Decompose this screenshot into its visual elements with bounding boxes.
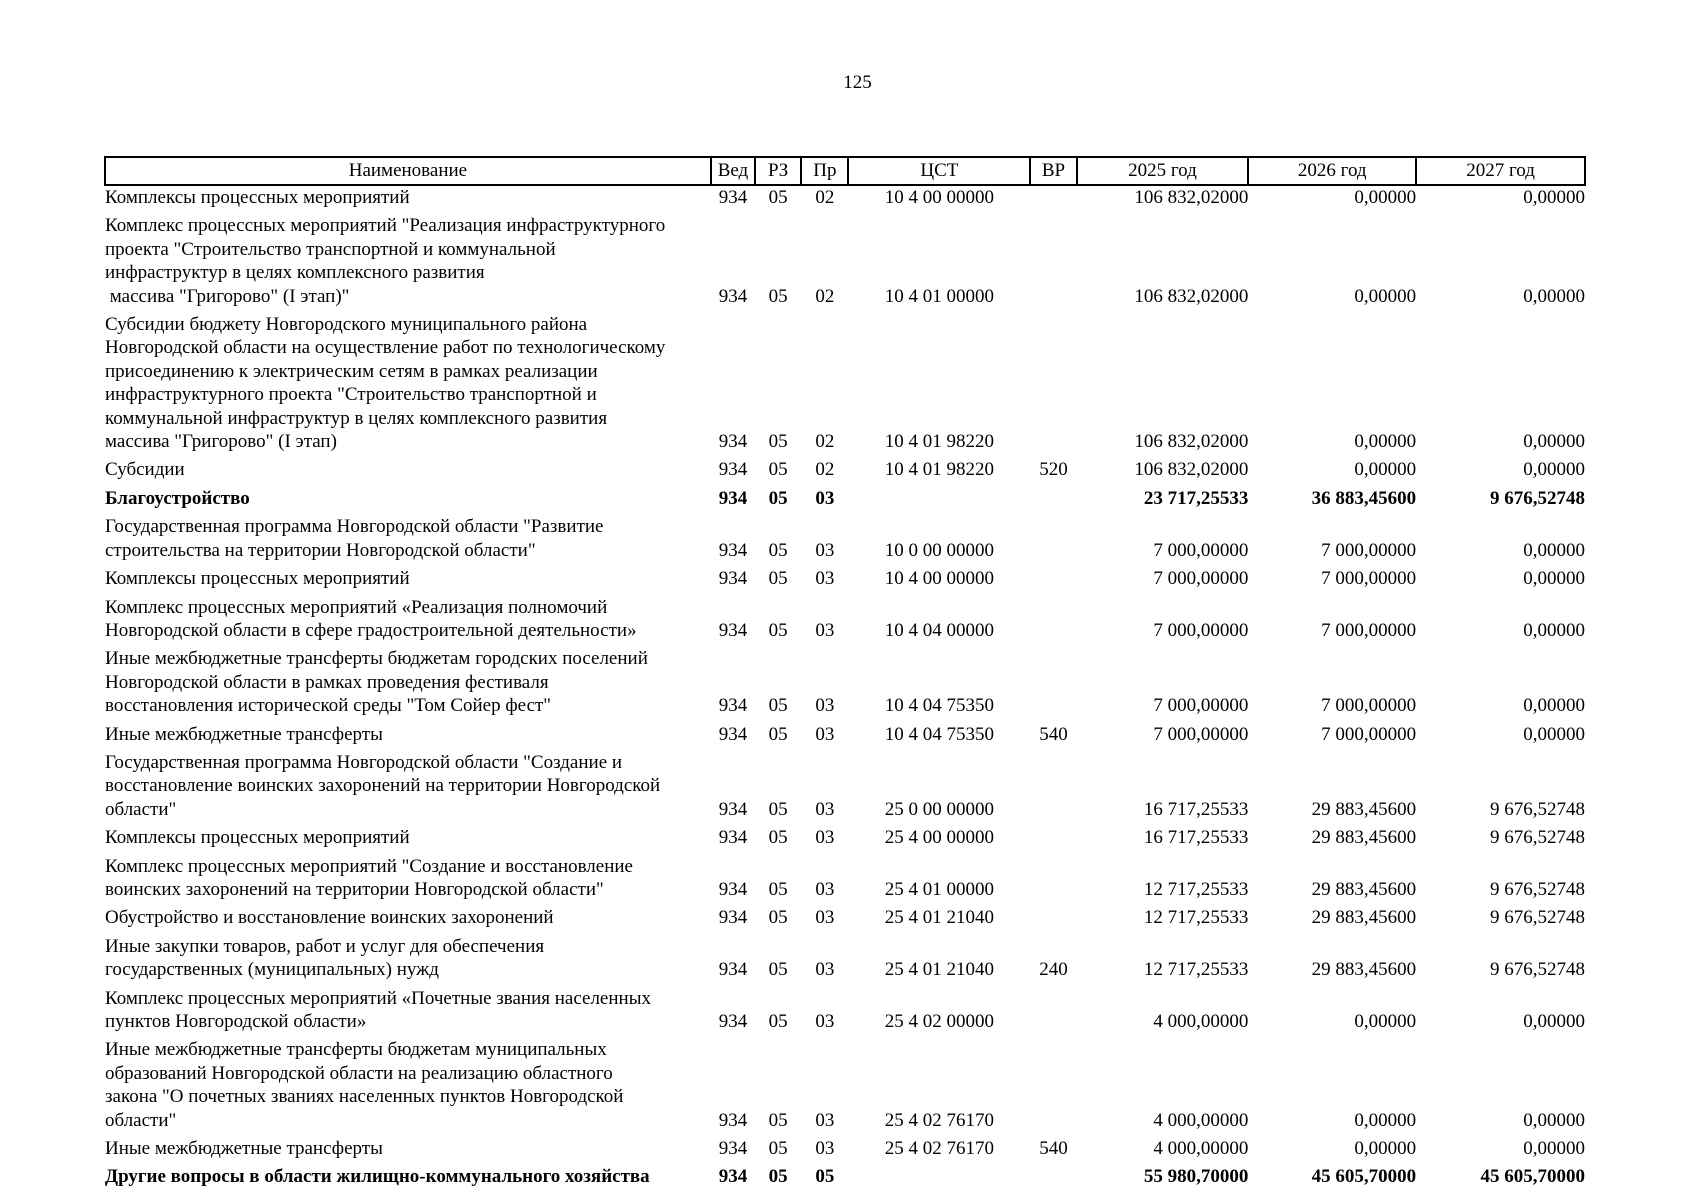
cell-2026: 0,00000	[1354, 285, 1417, 307]
cell-name	[105, 209, 711, 308]
cell-2026: 29 883,45600	[1311, 907, 1417, 929]
table-row	[105, 1033, 1585, 1132]
cell-name-line: Иные межбюджетные трансферты бюджетам муниципальных	[105, 1039, 607, 1061]
cell-name-line: Иные закупки товаров, работ и услуг для обеспечения	[105, 935, 545, 957]
cell-ved: 934	[718, 539, 748, 561]
cell-name-line: восстановление воинских захоронений на территории Новгородской	[105, 775, 661, 797]
cell-ved: 934	[718, 487, 748, 509]
header-2026: 2026 год	[1248, 157, 1416, 185]
cell-cst: 25 4 01 21040	[884, 907, 995, 929]
cell-cst: 10 4 04 75350	[884, 695, 995, 717]
cell-name-line: Комплекс процессных мероприятий «Почетные звания населенных	[105, 987, 651, 1009]
header-rz: РЗ	[755, 157, 801, 185]
cell-vr	[1030, 901, 1076, 929]
cell-name	[105, 821, 711, 849]
cell-vr	[1030, 850, 1076, 902]
cell-name	[105, 1132, 711, 1160]
cell-pr: 02	[815, 431, 835, 453]
cell-vr: 540	[1039, 723, 1068, 745]
table-row	[105, 718, 1585, 746]
cell-2027: 0,00000	[1523, 568, 1585, 590]
cell-2025: 7 000,00000	[1153, 619, 1249, 641]
cell-cst: 10 4 01 98220	[884, 431, 995, 453]
header-ved: Вед	[711, 157, 755, 185]
cell-cst: 25 4 02 76170	[884, 1109, 995, 1131]
cell-pr: 02	[815, 285, 835, 307]
cell-2027: 9 676,52748	[1490, 487, 1585, 509]
cell-2026: 29 883,45600	[1311, 798, 1417, 820]
cell-name	[105, 1160, 711, 1188]
cell-vr: 540	[1039, 1138, 1068, 1160]
cell-2026: 0,00000	[1354, 1138, 1417, 1160]
cell-2026: 29 883,45600	[1311, 959, 1417, 981]
cell-2027: 0,00000	[1523, 459, 1585, 481]
cell-2027: 45 605,70000	[1480, 1166, 1585, 1188]
cell-name	[105, 185, 711, 209]
cell-2027: 0,00000	[1523, 285, 1585, 307]
cell-2025: 4 000,00000	[1153, 1011, 1249, 1032]
cell-2026: 7 000,00000	[1321, 695, 1417, 717]
cell-2026: 7 000,00000	[1321, 568, 1417, 590]
cell-rz: 05	[768, 1109, 788, 1131]
cell-name-line: Обустройство и восстановление воинских захоронений	[105, 907, 554, 929]
cell-2027: 0,00000	[1523, 431, 1585, 453]
cell-pr: 02	[815, 459, 835, 481]
cell-2025: 4 000,00000	[1153, 1138, 1249, 1160]
cell-cst: 10 4 01 98220	[884, 459, 995, 481]
cell-2027: 0,00000	[1523, 1011, 1585, 1032]
cell-name-line: Комплекс процессных мероприятий "Реализация инфраструктурного	[105, 215, 666, 237]
cell-ved: 934	[718, 695, 748, 717]
cell-name	[105, 901, 711, 929]
cell-name-line: области"	[105, 1109, 177, 1131]
cell-cst	[848, 1160, 1030, 1188]
cell-2026: 29 883,45600	[1311, 827, 1417, 849]
cell-vr	[1030, 821, 1076, 849]
cell-name-line: образований Новгородской области на реализацию областного	[105, 1062, 613, 1084]
cell-name-line: Комплексы процессных мероприятий	[105, 827, 410, 849]
cell-name	[105, 642, 711, 717]
cell-vr	[1030, 982, 1076, 1034]
cell-rz: 05	[768, 1138, 788, 1160]
table-row	[105, 821, 1585, 849]
table-row	[105, 482, 1585, 510]
cell-name-line: восстановления исторической среды "Том Сойер фест"	[105, 695, 552, 717]
cell-cst: 25 0 00 00000	[884, 798, 995, 820]
cell-2025: 106 832,02000	[1134, 459, 1249, 481]
cell-rz: 05	[768, 723, 788, 745]
cell-pr: 03	[815, 568, 835, 590]
cell-2025: 12 717,25533	[1143, 878, 1249, 900]
cell-2025: 7 000,00000	[1153, 568, 1249, 590]
cell-vr	[1030, 482, 1076, 510]
cell-name	[105, 982, 711, 1034]
cell-name-line: Иные межбюджетные трансферты	[105, 723, 383, 745]
cell-name-line: присоединению к электрическим сетям в рамках реализации	[105, 360, 598, 382]
header-cst: ЦСТ	[848, 157, 1030, 185]
cell-name-line: Благоустройство	[105, 487, 250, 509]
cell-cst: 10 4 04 00000	[884, 619, 995, 641]
cell-2026: 0,00000	[1354, 431, 1417, 453]
cell-2026: 7 000,00000	[1321, 723, 1417, 745]
cell-pr: 03	[815, 723, 835, 745]
cell-ved: 934	[718, 285, 748, 307]
cell-vr	[1030, 562, 1076, 590]
cell-name-line: воинских захоронений на территории Новгородской области"	[105, 878, 604, 900]
cell-2027: 9 676,52748	[1490, 959, 1585, 981]
cell-rz: 05	[768, 695, 788, 717]
cell-name	[105, 1033, 711, 1132]
cell-cst: 25 4 01 21040	[884, 959, 995, 981]
cell-name	[105, 482, 711, 510]
table-row	[105, 901, 1585, 929]
cell-cst: 10 4 00 00000	[884, 568, 995, 590]
cell-name-line: строительства на территории Новгородской области"	[105, 539, 536, 561]
cell-pr: 03	[815, 798, 835, 820]
cell-2026: 45 605,70000	[1311, 1166, 1417, 1188]
cell-cst: 25 4 02 76170	[884, 1138, 995, 1160]
cell-rz: 05	[768, 907, 788, 929]
cell-name-line: Новгородской области в сфере градостроительной деятельности»	[105, 619, 637, 641]
cell-cst: 10 4 04 75350	[884, 723, 995, 745]
cell-rz: 05	[768, 431, 788, 453]
cell-2025: 106 832,02000	[1134, 187, 1249, 208]
cell-cst: 25 4 01 00000	[884, 878, 995, 900]
budget-table	[104, 156, 1586, 1189]
cell-ved: 934	[718, 568, 748, 590]
cell-2027: 0,00000	[1523, 723, 1585, 745]
table-row	[105, 930, 1585, 982]
cell-rz: 05	[768, 285, 788, 307]
cell-cst: 10 4 00 00000	[884, 187, 995, 208]
cell-rz: 05	[768, 1011, 788, 1032]
cell-pr: 03	[815, 695, 835, 717]
cell-ved: 934	[718, 723, 748, 745]
cell-pr: 05	[815, 1166, 835, 1188]
cell-name-line: Государственная программа Новгородской области "Развитие	[105, 516, 604, 538]
cell-vr: 240	[1039, 959, 1068, 981]
cell-name	[105, 453, 711, 481]
table-row	[105, 1132, 1585, 1160]
cell-2027: 9 676,52748	[1490, 827, 1585, 849]
cell-vr	[1030, 185, 1076, 209]
cell-name-line: Комплекс процессных мероприятий «Реализация полномочий	[105, 596, 608, 618]
table-row	[105, 982, 1585, 1034]
cell-name	[105, 591, 711, 643]
cell-ved: 934	[718, 827, 748, 849]
cell-2025: 16 717,25533	[1143, 798, 1249, 820]
cell-2027: 0,00000	[1523, 1109, 1585, 1131]
cell-cst	[848, 482, 1030, 510]
table-body	[105, 185, 1585, 1189]
cell-name-line: Другие вопросы в области жилищно-коммунального хозяйства	[105, 1166, 650, 1188]
cell-name-line: инфраструктур в целях комплексного развития	[105, 262, 485, 284]
cell-2026: 0,00000	[1354, 459, 1417, 481]
cell-2025: 106 832,02000	[1134, 431, 1249, 453]
cell-name-line: Комплекс процессных мероприятий "Создание и восстановление	[105, 855, 633, 877]
cell-rz: 05	[768, 827, 788, 849]
cell-2025: 7 000,00000	[1153, 695, 1249, 717]
cell-name-line: проекта "Строительство транспортной и коммунальной	[105, 238, 556, 260]
cell-rz: 05	[768, 959, 788, 981]
cell-2027: 9 676,52748	[1490, 907, 1585, 929]
cell-2026: 0,00000	[1354, 187, 1417, 208]
cell-name-line: Комплексы процессных мероприятий	[105, 187, 410, 208]
cell-2025: 12 717,25533	[1143, 959, 1249, 981]
cell-2025: 106 832,02000	[1134, 285, 1249, 307]
cell-2027: 9 676,52748	[1490, 798, 1585, 820]
cell-vr	[1030, 746, 1076, 821]
cell-ved: 934	[718, 1166, 748, 1188]
cell-name-line: Иные межбюджетные трансферты бюджетам городских поселений	[105, 648, 648, 670]
cell-name-line: массива "Григорово" (I этап)"	[105, 285, 350, 307]
cell-cst: 10 4 01 00000	[884, 285, 995, 307]
table-row	[105, 209, 1585, 308]
cell-cst: 25 4 02 00000	[884, 1011, 995, 1032]
cell-vr	[1030, 591, 1076, 643]
table-row	[105, 185, 1585, 209]
cell-2025: 4 000,00000	[1153, 1109, 1249, 1131]
cell-pr: 03	[815, 878, 835, 900]
cell-ved: 934	[718, 187, 748, 208]
table-row	[105, 746, 1585, 821]
cell-name	[105, 718, 711, 746]
cell-cst: 25 4 00 00000	[884, 827, 995, 849]
cell-name-line: инфраструктурного проекта "Строительство транспортной и	[105, 384, 597, 406]
cell-ved: 934	[718, 878, 748, 900]
cell-2026: 36 883,45600	[1311, 487, 1417, 509]
table-row	[105, 850, 1585, 902]
cell-2027: 9 676,52748	[1490, 878, 1585, 900]
cell-2026: 7 000,00000	[1321, 619, 1417, 641]
cell-name-line: государственных (муниципальных) нужд	[105, 959, 439, 981]
cell-rz: 05	[768, 487, 788, 509]
header-pr: Пр	[801, 157, 848, 185]
cell-ved: 934	[718, 1109, 748, 1131]
cell-ved: 934	[718, 459, 748, 481]
cell-name-line: коммунальной инфраструктур в целях комплексного развития	[105, 407, 608, 429]
cell-pr: 03	[815, 1011, 835, 1032]
table-header-row	[105, 157, 1585, 185]
cell-vr	[1030, 1033, 1076, 1132]
cell-2027: 0,00000	[1523, 619, 1585, 641]
cell-name-line: Иные межбюджетные трансферты	[105, 1138, 383, 1160]
cell-name	[105, 308, 711, 453]
table-row	[105, 591, 1585, 643]
cell-2027: 0,00000	[1523, 539, 1585, 561]
cell-name-line: закона "О почетных званиях населенных пунктов Новгородской	[105, 1086, 624, 1108]
cell-name-line: Субсидии бюджету Новгородского муниципального района	[105, 314, 588, 336]
cell-2027: 0,00000	[1523, 695, 1585, 717]
table-row	[105, 642, 1585, 717]
table-row	[105, 453, 1585, 481]
cell-pr: 03	[815, 1138, 835, 1160]
table-row	[105, 510, 1585, 562]
cell-rz: 05	[768, 1166, 788, 1188]
cell-name-line: Новгородской области в рамках проведения фестиваля	[105, 671, 549, 693]
cell-2025: 23 717,25533	[1143, 487, 1249, 509]
cell-ved: 934	[718, 431, 748, 453]
cell-pr: 03	[815, 959, 835, 981]
cell-pr: 03	[815, 487, 835, 509]
cell-rz: 05	[768, 187, 788, 208]
cell-2025: 7 000,00000	[1153, 723, 1249, 745]
cell-ved: 934	[718, 798, 748, 820]
cell-2025: 55 980,70000	[1143, 1166, 1249, 1188]
header-vr: ВР	[1030, 157, 1076, 185]
cell-ved: 934	[718, 1011, 748, 1032]
cell-rz: 05	[768, 568, 788, 590]
table-row	[105, 562, 1585, 590]
table-row	[105, 308, 1585, 453]
cell-vr: 520	[1039, 459, 1068, 481]
cell-rz: 05	[768, 539, 788, 561]
cell-name-line: Комплексы процессных мероприятий	[105, 568, 410, 590]
cell-ved: 934	[718, 907, 748, 929]
cell-2026: 7 000,00000	[1321, 539, 1417, 561]
cell-pr: 03	[815, 1109, 835, 1131]
cell-cst: 10 0 00 00000	[884, 539, 995, 561]
header-name: Наименование	[105, 157, 711, 185]
cell-name	[105, 850, 711, 902]
cell-vr	[1030, 209, 1076, 308]
cell-ved: 934	[718, 959, 748, 981]
cell-name-line: Новгородской области на осуществление работ по технологическому	[105, 337, 666, 359]
page-number: 125	[843, 72, 872, 93]
cell-rz: 05	[768, 878, 788, 900]
cell-pr: 03	[815, 539, 835, 561]
cell-2026: 29 883,45600	[1311, 878, 1417, 900]
cell-vr	[1030, 642, 1076, 717]
cell-2027: 0,00000	[1523, 187, 1585, 208]
header-2027: 2027 год	[1416, 157, 1585, 185]
cell-name-line: области"	[105, 798, 177, 820]
cell-vr	[1030, 308, 1076, 453]
cell-2026: 0,00000	[1354, 1109, 1417, 1131]
cell-name	[105, 746, 711, 821]
cell-name	[105, 562, 711, 590]
cell-2025: 12 717,25533	[1143, 907, 1249, 929]
cell-name-line: Государственная программа Новгородской области "Создание и	[105, 751, 623, 773]
cell-rz: 05	[768, 798, 788, 820]
cell-pr: 02	[815, 187, 835, 208]
cell-name-line: пунктов Новгородской области»	[105, 1011, 367, 1032]
cell-pr: 03	[815, 827, 835, 849]
cell-rz: 05	[768, 619, 788, 641]
cell-name	[105, 930, 711, 982]
cell-2025: 16 717,25533	[1143, 827, 1249, 849]
cell-name	[105, 510, 711, 562]
table-row	[105, 1160, 1585, 1188]
cell-rz: 05	[768, 459, 788, 481]
cell-vr	[1030, 510, 1076, 562]
cell-2027: 0,00000	[1523, 1138, 1585, 1160]
cell-name-line: Субсидии	[105, 459, 185, 481]
cell-pr: 03	[815, 907, 835, 929]
cell-ved: 934	[718, 619, 748, 641]
cell-name-line: массива "Григорово" (I этап)	[105, 431, 337, 453]
header-2025: 2025 год	[1077, 157, 1249, 185]
cell-pr: 03	[815, 619, 835, 641]
cell-vr	[1030, 1160, 1076, 1188]
cell-ved: 934	[718, 1138, 748, 1160]
cell-2025: 7 000,00000	[1153, 539, 1249, 561]
cell-2026: 0,00000	[1354, 1011, 1417, 1032]
